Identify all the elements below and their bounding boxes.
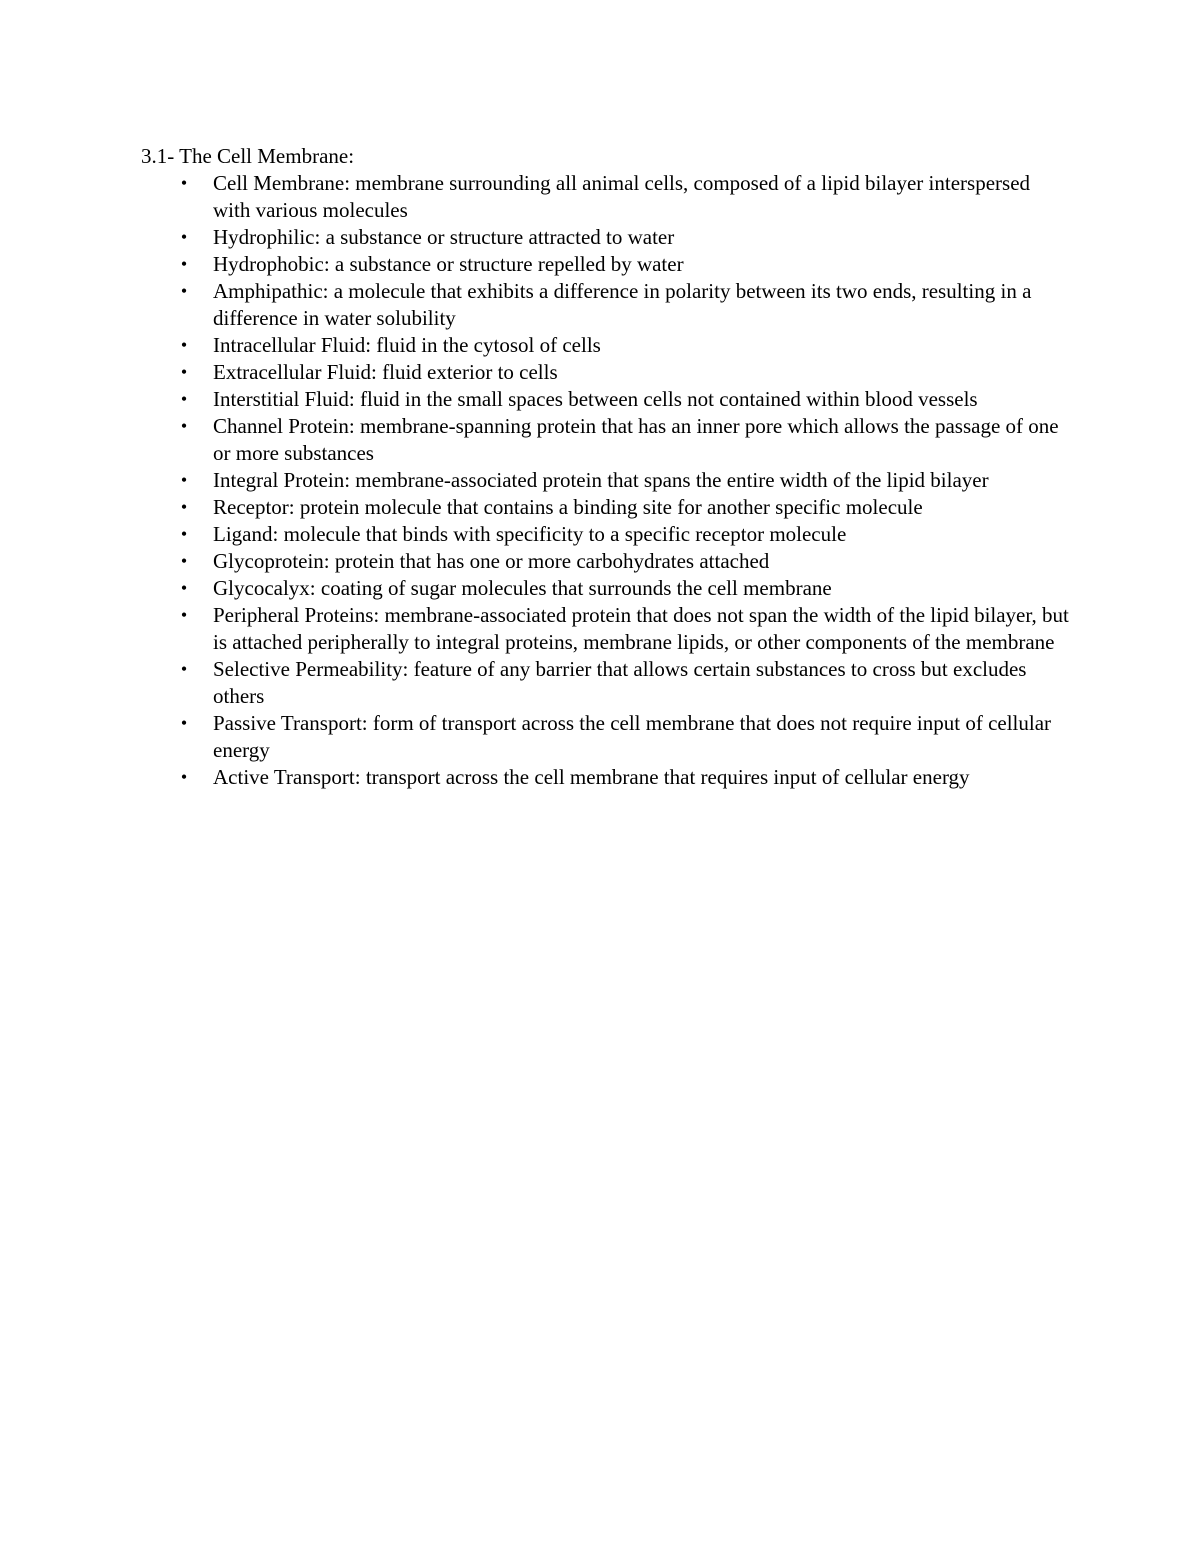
term-definition: Channel Protein: membrane-spanning protein that has an inner pore which allows the passage of one or more substances — [213, 414, 1059, 465]
term-definition: Active Transport: transport across the cell membrane that requires input of cellular energy — [213, 765, 970, 789]
list-item — [141, 170, 1071, 224]
term-definition: Hydrophilic: a substance or structure attracted to water — [213, 225, 675, 249]
list-item — [141, 278, 1071, 332]
term-definition: Ligand: molecule that binds with specificity to a specific receptor molecule — [213, 522, 847, 546]
bullet-icon: • — [180, 470, 188, 490]
bullet-icon: • — [180, 713, 188, 733]
bullet-icon: • — [180, 389, 188, 409]
term-definition: Selective Permeability: feature of any barrier that allows certain substances to cross but excludes others — [213, 657, 1027, 708]
list-item — [141, 521, 1071, 548]
list-item — [141, 710, 1071, 764]
bullet-icon: • — [180, 335, 188, 355]
term-definition: Hydrophobic: a substance or structure repelled by water — [213, 252, 684, 276]
term-definition: Peripheral Proteins: membrane-associated protein that does not span the width of the lipid bilayer, but is attached peripherally to integral proteins, membrane lipids, or other components of the membrane — [213, 603, 1069, 654]
list-item — [141, 548, 1071, 575]
bullet-icon: • — [180, 416, 188, 436]
bullet-icon: • — [180, 362, 188, 382]
term-definition: Integral Protein: membrane-associated protein that spans the entire width of the lipid bilayer — [213, 468, 989, 492]
bullet-icon: • — [180, 254, 188, 274]
list-item — [141, 224, 1071, 251]
bullet-icon: • — [180, 227, 188, 247]
term-definition: Glycoprotein: protein that has one or more carbohydrates attached — [213, 549, 770, 573]
bullet-icon: • — [180, 497, 188, 517]
term-definition: Cell Membrane: membrane surrounding all animal cells, composed of a lipid bilayer interspersed with various molecules — [213, 171, 1031, 222]
document-content — [141, 143, 1071, 791]
terms-list — [141, 170, 1071, 791]
bullet-icon: • — [180, 605, 188, 625]
list-item — [141, 251, 1071, 278]
list-item — [141, 656, 1071, 710]
list-item — [141, 359, 1071, 386]
term-definition: Amphipathic: a molecule that exhibits a difference in polarity between its two ends, resulting in a difference in water solubility — [213, 279, 1032, 330]
bullet-icon: • — [180, 524, 188, 544]
bullet-icon: • — [180, 767, 188, 787]
term-definition: Interstitial Fluid: fluid in the small spaces between cells not contained within blood vessels — [213, 387, 978, 411]
bullet-icon: • — [180, 659, 188, 679]
term-definition: Extracellular Fluid: fluid exterior to cells — [213, 360, 558, 384]
list-item — [141, 764, 1071, 791]
list-item — [141, 494, 1071, 521]
list-item — [141, 386, 1071, 413]
bullet-icon: • — [180, 578, 188, 598]
section-heading: 3.1- The Cell Membrane: — [141, 144, 355, 168]
term-definition: Intracellular Fluid: fluid in the cytosol of cells — [213, 333, 601, 357]
bullet-icon: • — [180, 173, 188, 193]
list-item — [141, 467, 1071, 494]
bullet-icon: • — [180, 281, 188, 301]
list-item — [141, 332, 1071, 359]
term-definition: Glycocalyx: coating of sugar molecules that surrounds the cell membrane — [213, 576, 832, 600]
list-item — [141, 575, 1071, 602]
bullet-icon: • — [180, 551, 188, 571]
term-definition: Passive Transport: form of transport across the cell membrane that does not require input of cellular energy — [213, 711, 1052, 762]
list-item — [141, 602, 1071, 656]
term-definition: Receptor: protein molecule that contains a binding site for another specific molecule — [213, 495, 923, 519]
list-item — [141, 413, 1071, 467]
